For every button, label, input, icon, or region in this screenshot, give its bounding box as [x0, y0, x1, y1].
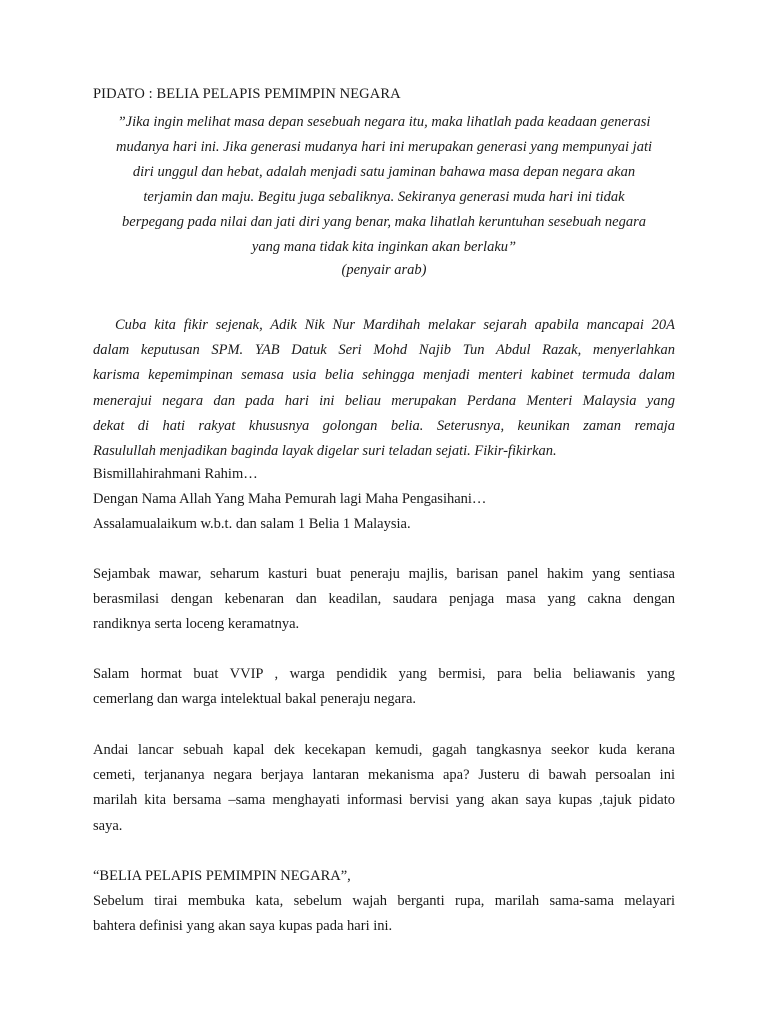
intro-paragraph: [93, 313, 675, 464]
quote-line: ”Jika ingin melihat masa depan sesebuah negara itu, maka lihatlah pada keadaan generasi: [117, 114, 651, 130]
quote-line: berpegang pada nilai dan jati diri yang benar, maka lihatlah keruntuhan sesebuah negara: [122, 214, 646, 230]
closing-line: bahtera definisi yang akan saya kupas pada hari ini.: [93, 918, 393, 935]
topic-heading: [93, 864, 675, 889]
intro-line: menerajui negara dan pada hari ini beliau merupakan Perdana Menteri Malaysia yang: [93, 392, 675, 409]
quote-line: terjamin dan maju. Begitu juga sebaliknya. Sekiranya generasi muda hari ini tidak: [143, 189, 625, 205]
opening-line: berasmilasi dengan kebenaran dan keadilan, saudara penjaga masa yang cakna dengan: [93, 591, 675, 608]
opening-line: Sejambak mawar, seharum kasturi buat peneraju majlis, barisan panel hakim yang sentiasa: [93, 566, 675, 582]
greeting-line: Dengan Nama Allah Yang Maha Pemurah lagi Maha Pengasihani…: [93, 491, 487, 508]
intro-line: karisma kepemimpinan semasa usia belia sehingga menjadi menteri kabinet termuda dalam: [93, 367, 675, 384]
andai-line: saya.: [93, 817, 123, 834]
intro-line: dalam keputusan SPM. YAB Datuk Seri Mohd Najib Tun Abdul Razak, menyerlahkan: [93, 342, 675, 359]
quote-line: yang mana tidak kita inginkan akan berlaku”: [251, 239, 517, 255]
greeting-block: [93, 462, 675, 538]
speech-title: PIDATO : BELIA PELAPIS PEMIMPIN NEGARA: [93, 86, 401, 102]
andai-paragraph: [93, 738, 675, 839]
closing-paragraph: [93, 889, 675, 939]
quote-line: mudanya hari ini. Jika generasi mudanya hari ini merupakan generasi yang mempunyai jati: [115, 139, 653, 155]
opening-quote: [93, 110, 675, 260]
opening-paragraph: [93, 562, 675, 638]
topic-line: “BELIA PELAPIS PEMIMPIN NEGARA”,: [93, 868, 351, 884]
intro-line: Rasulullah menjadikan baginda layak digelar suri teladan sejati. Fikir-fikirkan.: [93, 443, 557, 460]
intro-line: Cuba kita fikir sejenak, Adik Nik Nur Mardihah melakar sejarah apabila mancapai 20A: [115, 317, 675, 333]
salam-paragraph: [93, 662, 675, 712]
closing-line: Sebelum tirai membuka kata, sebelum wajah berganti rupa, marilah sama-sama melayari: [93, 893, 675, 909]
opening-line: randiknya serta loceng keramatnya.: [93, 616, 300, 633]
salam-line: cemerlang dan warga intelektual bakal peneraju negara.: [93, 691, 417, 708]
andai-line: marilah kita bersama –sama menghayati informasi bervisi yang akan saya kupas ,tajuk pidato: [93, 792, 675, 809]
quote-line: diri unggul dan hebat, adalah menjadi satu jaminan bahawa masa depan negara akan: [132, 164, 636, 180]
salam-line: Salam hormat buat VVIP , warga pendidik yang bermisi, para belia beliawanis yang: [93, 666, 675, 682]
greeting-line: Assalamualaikum w.b.t. dan salam 1 Belia 1 Malaysia.: [93, 516, 411, 533]
andai-line: cemeti, terjananya negara berjaya lantaran mekanisma apa? Justeru di bawah persoalan ini: [93, 767, 675, 784]
greeting-line: Bismillahirahmani Rahim…: [93, 466, 258, 482]
andai-line: Andai lancar sebuah kapal dek kecekapan kemudi, gagah tangkasnya seekor kuda kerana: [93, 742, 675, 758]
intro-line: dekat di hati rakyat khususnya golongan belia. Seterusnya, keunikan zaman remaja: [93, 417, 675, 434]
quote-source: (penyair arab): [341, 262, 427, 278]
